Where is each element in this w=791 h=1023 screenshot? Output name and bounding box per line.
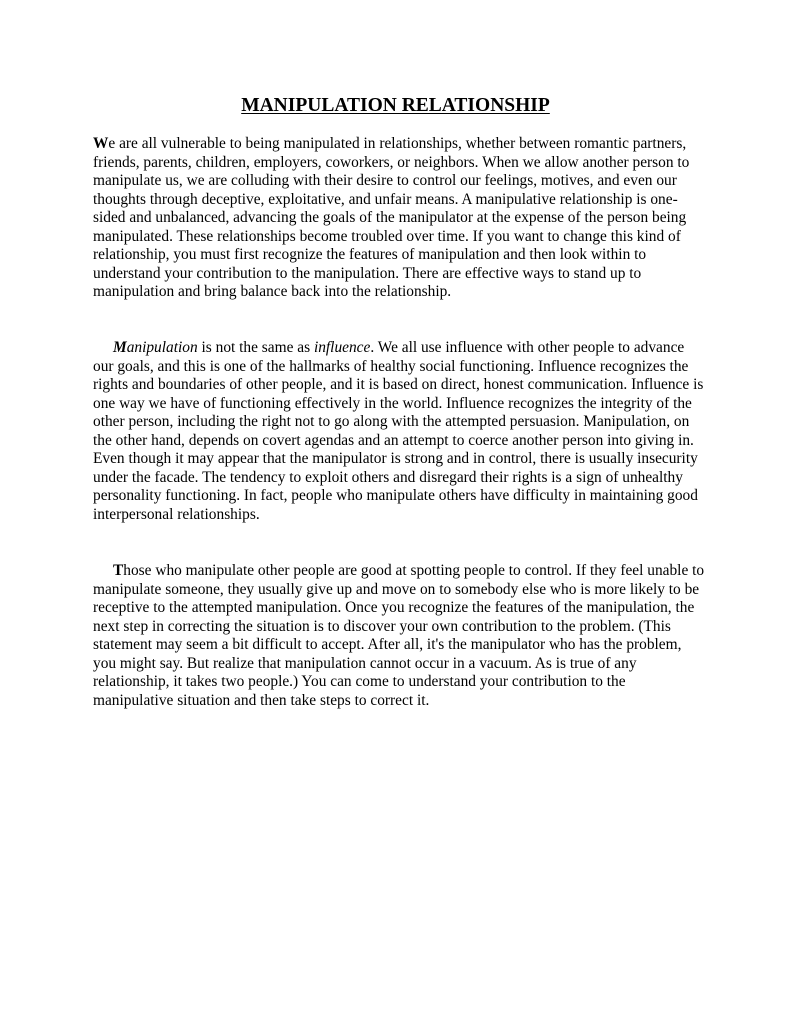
paragraph-2-text: . We all use influence with other people to advance our goals, and this is one of the hallmarks of healthy social functioning. Influence recognizes the rights and boundaries of other people, and it is based on direct, honest communication. Influence is one way we have of functioning effectively in the world. Influence recognizes the integrity of the other person, including the right not to go along with the attempted persuasion. Manipulation, on the other hand, depends on covert agendas and an attempt to coerce another person into giving in. Even though it may appear that the manipulator is strong and in control, there is usually insecurity under the facade. The tendency to exploit others and disregard their rights is a sign of unhealthy personality functioning. In fact, people who manipulate others have difficulty in maintaining good interpersonal relationships.: [93, 339, 704, 523]
paragraph-3-initial: T: [113, 562, 124, 579]
paragraph-1-text: e are all vulnerable to being manipulated in relationships, whether between romantic partners, friends, parents, children, employers, coworkers, or neighbors. When we allow another person to manipulate us, we are colluding with their desire to control our feelings, motives, and even our thoughts through deceptive, exploitative, and unfair means. A manipulative relationship is one-sided and unbalanced, advancing the goals of the manipulator at the expense of the person being manipulated. These relationships become troubled over time. If you want to change this kind of relationship, you must first recognize the features of manipulation and then look within to understand your contribution to the manipulation. There are effective ways to stand up to manipulation and bring balance back into the relationship.: [93, 135, 690, 301]
paragraph-3: [93, 562, 705, 710]
paragraph-1-initial: W: [93, 135, 109, 152]
paragraph-3-text: hose who manipulate other people are good at spotting people to control. If they feel unable to manipulate someone, they usually give up and move on to somebody else who is more likely to be receptive to the attempted manipulation. Once you recognize the features of the manipulation, the next step in correcting the situation is to discover your own contribution to the problem. (This statement may seem a bit difficult to accept. After all, it's the manipulator who has the problem, you might say. But realize that manipulation cannot occur in a vacuum. As is true of any relationship, it takes two people.) You can come to understand your contribution to the manipulative situation and then take steps to correct it.: [93, 562, 705, 709]
paragraph-2-text-a: is not the same as: [197, 339, 314, 356]
paragraph-2-italic-word: anipulation: [126, 339, 198, 356]
document-title: MANIPULATION RELATIONSHIP: [241, 95, 550, 116]
paragraph-2: [93, 339, 705, 524]
paragraph-2-italic-word-2: influence: [313, 339, 371, 356]
paragraph-2-initial: M: [113, 339, 127, 356]
paragraph-1: [93, 135, 705, 302]
